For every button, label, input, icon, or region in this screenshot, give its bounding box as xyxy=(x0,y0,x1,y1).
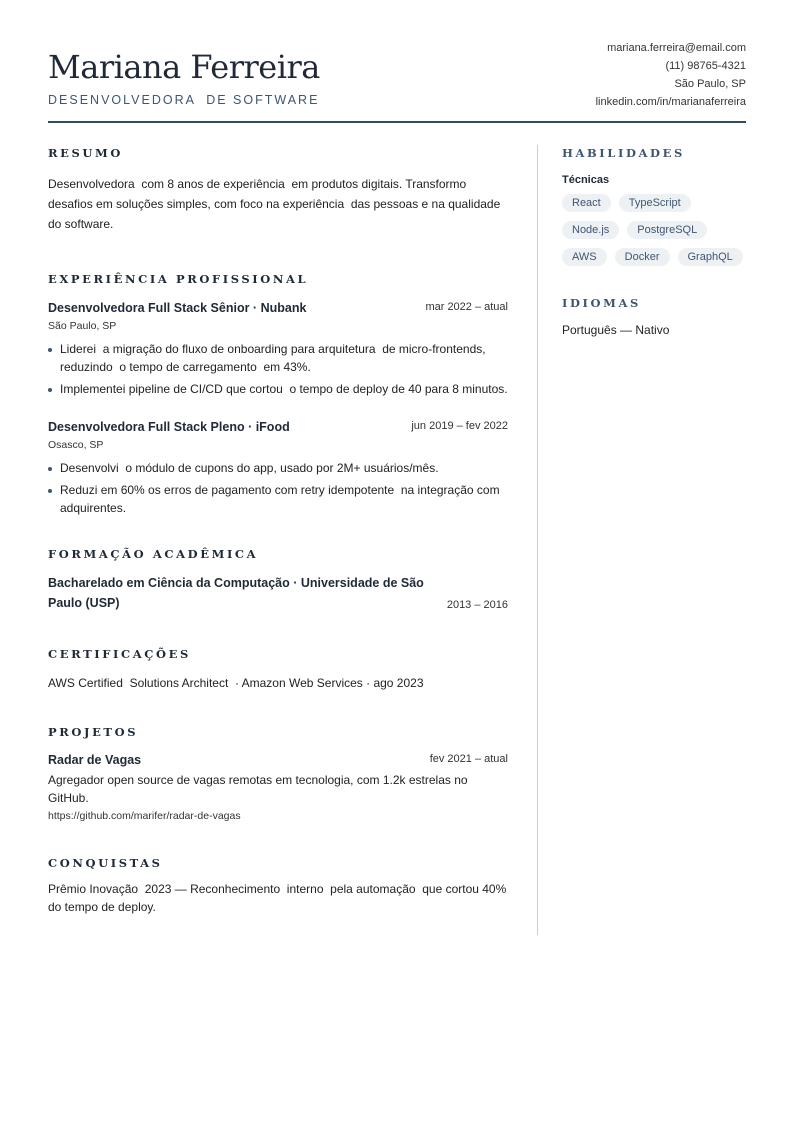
education-entry xyxy=(48,573,510,613)
job-bullet xyxy=(48,459,510,477)
candidate-name: Mariana Ferreira xyxy=(48,48,320,86)
column-divider xyxy=(537,145,538,935)
skill-chip: AWS xyxy=(562,248,607,266)
summary-text: Desenvolvedora com 8 anos de experiência em produtos digitais. Transformo desafios em soluções simples, com foco na experiência das pessoas e na qualidade do software. xyxy=(48,177,504,231)
job-dates: mar 2022 – atual xyxy=(425,301,508,313)
job-dates: jun 2019 – fev 2022 xyxy=(411,420,508,432)
project-dates: fev 2021 – atual xyxy=(429,753,508,765)
bullet-text: Desenvolvi o módulo de cupons do app, usado por 2M+ usuários/mês. xyxy=(60,461,439,475)
project-header xyxy=(48,751,510,769)
project-entry xyxy=(48,751,510,822)
summary-section xyxy=(48,146,510,234)
experience-section xyxy=(48,272,510,517)
languages-title: IDIOMAS xyxy=(562,296,641,310)
job-entry xyxy=(48,418,510,517)
contact-location: São Paulo, SP xyxy=(674,78,746,90)
skill-row xyxy=(562,221,746,239)
main-column xyxy=(48,146,510,916)
achievements-title: CONQUISTAS xyxy=(48,856,163,870)
education-degree: Bacharelado em Ciência da Computação · Universidade de São Paulo (USP) xyxy=(48,576,424,610)
bullet-dot-icon xyxy=(48,388,52,392)
skill-chip: GraphQL xyxy=(678,248,743,266)
job-location: São Paulo, SP xyxy=(48,320,117,332)
skills-section xyxy=(562,146,746,266)
skill-chip: PostgreSQL xyxy=(627,221,707,239)
job-header xyxy=(48,299,510,317)
bullet-dot-icon xyxy=(48,348,52,352)
education-dates: 2013 – 2016 xyxy=(446,599,508,611)
contact-linkedin: linkedin.com/in/marianaferreira xyxy=(595,96,746,108)
skill-row xyxy=(562,194,746,212)
contact-block xyxy=(596,41,746,113)
job-entry xyxy=(48,299,510,398)
skill-chip: React xyxy=(562,194,611,212)
bullet-text: Reduzi em 60% os erros de pagamento com retry idempotente na integração com adquirentes. xyxy=(60,483,503,515)
bullet-text: Implementei pipeline de CI/CD que cortou o tempo de deploy de 40 para 8 minutos. xyxy=(60,382,508,396)
project-link[interactable]: https://github.com/marifer/radar-de-vagas xyxy=(48,810,241,822)
candidate-role: DESENVOLVEDORA DE SOFTWARE xyxy=(48,93,320,107)
certifications-section xyxy=(48,647,510,693)
projects-section xyxy=(48,725,510,822)
skills-subtitle: Técnicas xyxy=(562,174,610,186)
bullet-text: Liderei a migração do fluxo de onboarding para arquitetura de micro-frontends, reduzindo o tempo de carregamento em 43%. xyxy=(60,342,489,374)
skill-chip: TypeScript xyxy=(619,194,691,212)
job-bullet xyxy=(48,380,510,398)
certification-text: AWS Certified Solutions Architect · Amazon Web Services · ago 2023 xyxy=(48,676,424,690)
project-name: Radar de Vagas xyxy=(48,753,142,767)
job-bullet xyxy=(48,481,510,517)
bullet-dot-icon xyxy=(48,467,52,471)
project-description: Agregador open source de vagas remotas em tecnologia, com 1.2k estrelas no GitHub. xyxy=(48,773,468,805)
achievements-section xyxy=(48,856,510,916)
header-rule xyxy=(48,121,746,123)
certifications-title: CERTIFICAÇÕES xyxy=(48,647,191,661)
job-bullets xyxy=(48,340,510,398)
job-title: Desenvolvedora Full Stack Sênior · Nubank xyxy=(48,301,307,315)
achievement-text: Prêmio Inovação 2023 — Reconhecimento interno pela automação que cortou 40% do tempo de deploy. xyxy=(48,882,510,914)
experience-title: EXPERIÊNCIA PROFISSIONAL xyxy=(48,272,309,286)
skills-title: HABILIDADES xyxy=(562,146,685,160)
job-title: Desenvolvedora Full Stack Pleno · iFood xyxy=(48,420,290,434)
projects-title: PROJETOS xyxy=(48,725,139,739)
skill-chips xyxy=(562,194,746,266)
skill-chip: Docker xyxy=(615,248,670,266)
skill-row xyxy=(562,248,746,266)
job-bullets xyxy=(48,459,510,517)
language-item: Português — Nativo xyxy=(562,323,670,337)
job-location: Osasco, SP xyxy=(48,439,104,451)
skill-chip: Node.js xyxy=(562,221,619,239)
education-title: FORMAÇÃO ACADÊMICA xyxy=(48,547,259,561)
bullet-dot-icon xyxy=(48,489,52,493)
side-column xyxy=(562,146,746,337)
contact-phone: (11) 98765-4321 xyxy=(665,60,746,72)
contact-email: mariana.ferreira@email.com xyxy=(607,42,746,54)
job-header xyxy=(48,418,510,436)
education-section xyxy=(48,547,510,613)
summary-title: RESUMO xyxy=(48,146,124,160)
languages-section xyxy=(562,296,746,337)
job-bullet xyxy=(48,340,510,376)
